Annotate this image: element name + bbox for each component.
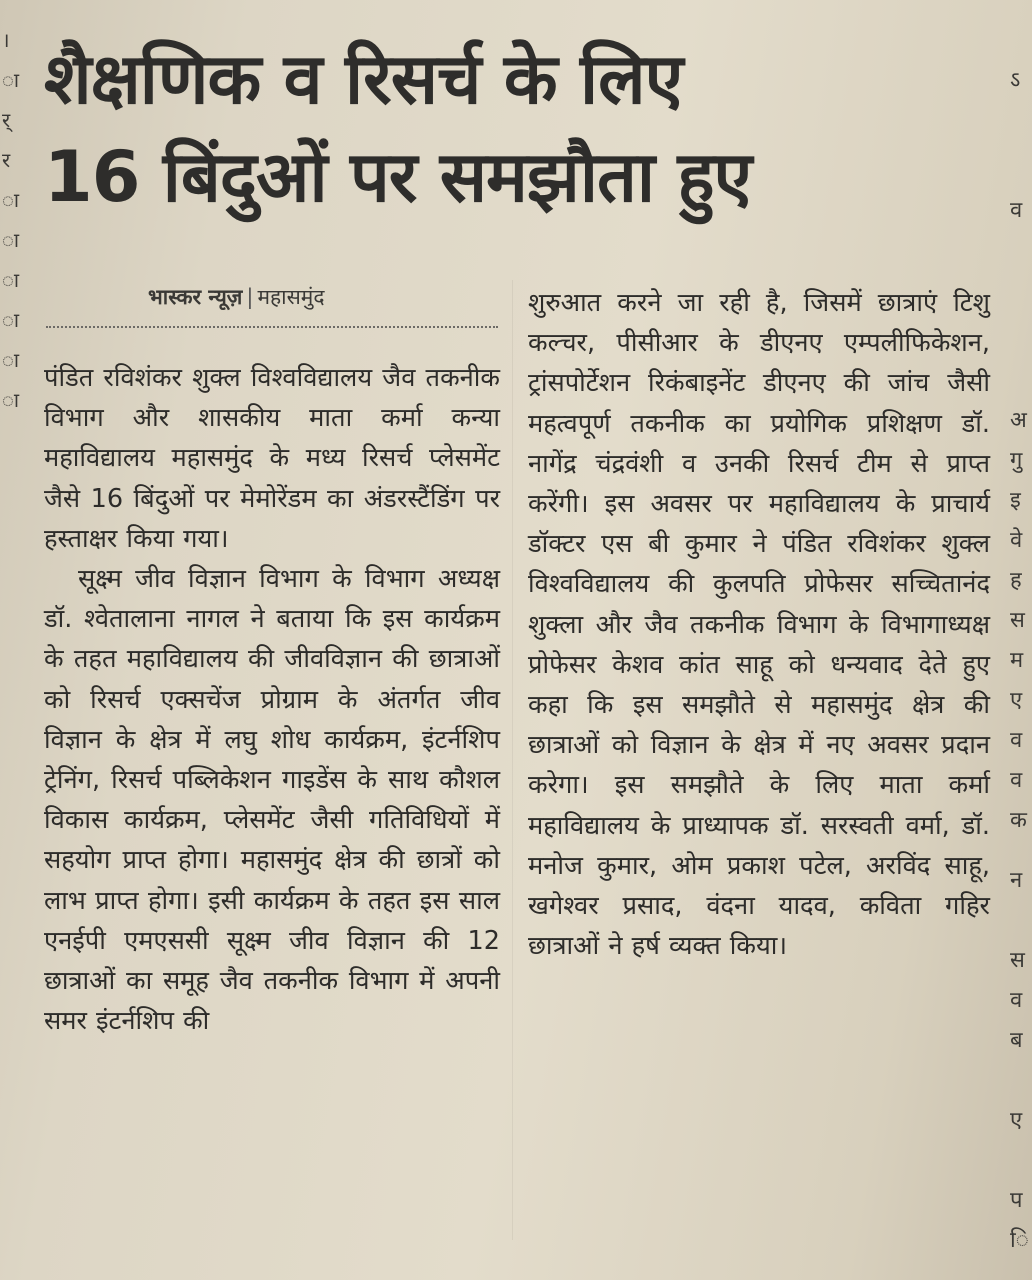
headline-line-2: 16 बिंदुओं पर समझौता हुए	[44, 136, 752, 218]
byline-source: भास्कर न्यूज़	[148, 285, 243, 309]
headline-line-1: शैक्षणिक व रिसर्च के लिए	[44, 38, 683, 120]
adjacent-column-fragment-left: । ा र् र ा ा ा ा ा ा	[2, 28, 20, 412]
article-column-left	[44, 358, 500, 1041]
article-paragraph-2: सूक्ष्म जीव विज्ञान विभाग के विभाग अध्यक्ष डॉ. श्वेतालाना नागल ने बताया कि इस कार्यक्रम के तहत महाविद्यालय की जीवविज्ञान की छात्राओं को रिसर्च एक्सचेंज प्रोग्राम के अंतर्गत जीव विज्ञान के क्षेत्र में लघु शोध कार्यक्रम, इंटर्नशिप ट्रेनिंग, रिसर्च पब्लिकेशन गाइडेंस के साथ कौशल विकास कार्यक्रम, प्लेसमेंट जैसी गतिविधियों में सहयोग प्राप्त होगा। महासमुंद क्षेत्र की छात्रों को लाभ प्राप्त होगा। इसी कार्यक्रम के तहत इस साल एनईपी एमएससी सूक्ष्म जीव विज्ञान की 12 छात्राओं का समूह जैव तकनीक विभाग में अपनी समर इंटर्नशिप की	[44, 564, 500, 1037]
article-paragraph-1: पंडित रविशंकर शुक्ल विश्वविद्यालय जैव तकनीक विभाग और शासकीय माता कर्मा कन्या महाविद्यालय महासमुंद के मध्य रिसर्च प्लेसमेंट जैसे 16 बिंदुओं पर मेमोरेंडम का अंडरस्टैंडिंग पर हस्ताक्षर किया गया।	[44, 363, 500, 554]
byline	[148, 283, 325, 311]
byline-separator: |	[246, 285, 254, 309]
article-paragraph-3: शुरुआत करने जा रही है, जिसमें छात्राएं टिशु कल्चर, पीसीआर के डीएनए एम्पलीफिकेशन, ट्रांसपोर्टेशन रिकंबाइनेंट डीएनए की जांच जैसी महत्वपूर्ण तकनीक का प्रयोगिक प्रशिक्षण डॉ. नागेंद्र चंद्रवंशी व उनकी रिसर्च टीम से प्राप्त करेंगी। इस अवसर पर महाविद्यालय के प्राचार्य डॉक्टर एस बी कुमार ने पंडित रविशंकर शुक्ल विश्वविद्यालय की कुलपति प्रोफेसर सच्चितानंद शुक्ला और जैव तकनीक विभाग के विभागाध्यक्ष प्रोफेसर केशव कांत साहू को धन्यवाद देते हुए कहा कि इस समझौते से महासमुंद क्षेत्र की छात्राओं को विज्ञान के क्षेत्र में नए अवसर प्रदान करेगा। इस समझौते के लिए माता कर्मा महाविद्यालय के प्राध्यापक डॉ. सरस्वती वर्मा, डॉ. मनोज कुमार, ओम प्रकाश पटेल, अरविंद साहू, खगेश्वर प्रसाद, वंदना यादव, कविता गहिर छात्राओं ने हर्ष व्यक्त किया।	[528, 288, 990, 962]
adjacent-column-fragment-right: ऽ व अ गु इ वे ह स म ए व व क न स व ब ए प ि	[1010, 68, 1029, 1253]
article-column-right	[528, 283, 990, 966]
byline-divider	[46, 326, 498, 328]
column-gutter	[512, 280, 513, 1240]
byline-place: महासमुंद	[257, 285, 325, 309]
article-headline	[44, 30, 984, 226]
